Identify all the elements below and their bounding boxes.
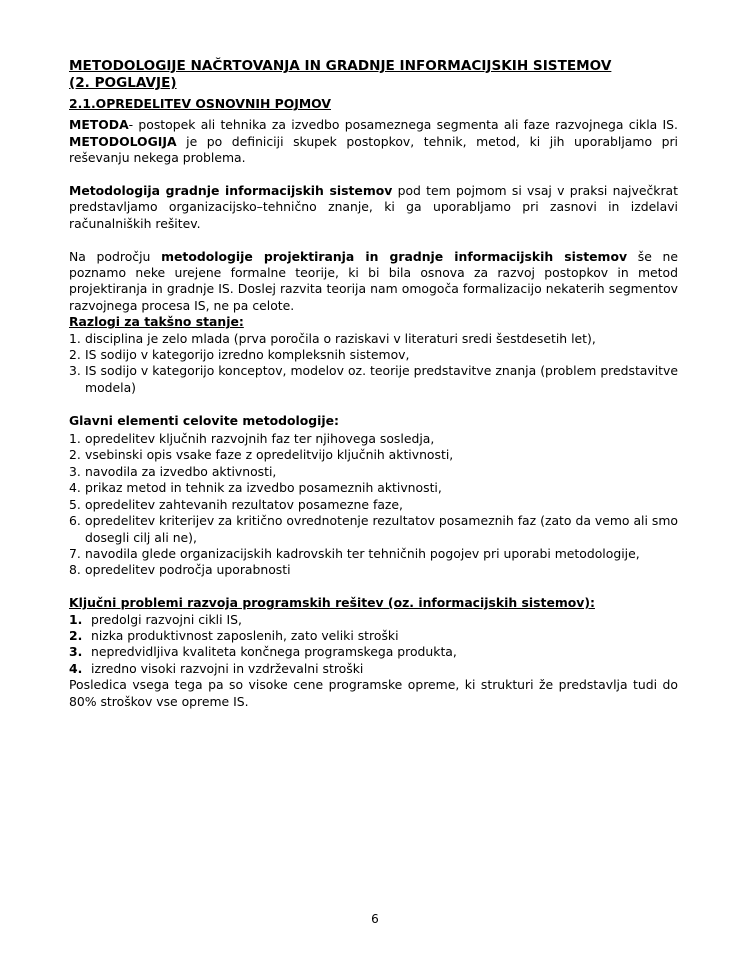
- list-text: disciplina je zelo mlada (prva poročila o raziskavi v literaturi sredi šestdesetih let),: [85, 330, 596, 346]
- list-text: opredelitev ključnih razvojnih faz ter njihovega sosledja,: [85, 431, 435, 447]
- list-text: nizka produktivnost zaposlenih, zato veliki stroški: [91, 627, 399, 643]
- definition-metodologija: je po definiciji skupek postopkov, tehnik, metod, ki jih uporabljamo pri reševanju nekega problema.: [69, 133, 678, 166]
- spacer: [69, 232, 678, 248]
- list-item: [69, 612, 678, 628]
- list-text: predolgi razvojni cikli IS,: [91, 611, 242, 627]
- list-number: 3.: [69, 463, 81, 479]
- term-metodologija: METODOLOGIJA: [69, 133, 177, 149]
- list-number: 2.: [69, 627, 83, 643]
- paragraph-methodology-is: [69, 183, 678, 232]
- list-item: [69, 513, 678, 546]
- list-number: 7.: [69, 545, 81, 561]
- chapter-title-line2: (2. POGLAVJE): [69, 75, 177, 91]
- term-metoda: METODA: [69, 117, 129, 133]
- definition-metoda: - postopek ali tehnika za izvedbo posameznega segmenta ali faze razvojnega cikla IS.: [128, 117, 678, 133]
- list-item: [69, 562, 678, 578]
- list-number: 6.: [69, 513, 81, 529]
- list-number: 1.: [69, 611, 83, 627]
- list-text: opredelitev kriterijev za kritično ovrednotenje rezultatov posameznih faz (zato da vemo ali smo dosegli cilj ali ne),: [85, 513, 678, 545]
- page-number: 6: [371, 912, 379, 926]
- chapter-title: [69, 58, 678, 92]
- chapter-title-line1: METODOLOGIJE NAČRTOVANJA IN GRADNJE INFORMACIJSKIH SISTEMOV: [69, 58, 612, 74]
- paragraph-field-text1: Na področju: [69, 248, 162, 264]
- list-item: [69, 644, 678, 660]
- section-heading: 2.1.OPREDELITEV OSNOVNIH POJMOV: [69, 96, 331, 111]
- list-number: 8.: [69, 562, 81, 578]
- reasons-title: Razlogi za takšno stanje:: [69, 314, 244, 330]
- list-text: opredelitev zahtevanih rezultatov posamezne faze,: [85, 496, 403, 512]
- list-item: [69, 363, 678, 396]
- spacer: [69, 396, 678, 412]
- paragraph-field: [69, 249, 678, 315]
- problems-list: [69, 612, 678, 678]
- elements-list: [69, 431, 678, 579]
- list-number: 5.: [69, 496, 81, 512]
- problems-conclusion: Posledica vsega tega pa so visoke cene programske opreme, ki strukturi že predstavlja tudi do 80% stroškov vse opreme IS.: [69, 677, 678, 709]
- list-number: 3.: [69, 644, 83, 660]
- list-number: 2.: [69, 347, 81, 363]
- list-item: [69, 628, 678, 644]
- list-text: izredno visoki razvojni in vzdrževalni stroški: [91, 660, 364, 676]
- list-item: [69, 431, 678, 447]
- list-number: 3.: [69, 363, 81, 379]
- list-text: IS sodijo v kategorijo izredno kompleksnih sistemov,: [85, 347, 410, 363]
- problems-title: Ključni problemi razvoja programskih rešitev (oz. informacijskih sistemov):: [69, 595, 595, 611]
- paragraph-definitions: [69, 117, 678, 166]
- list-text: vsebinski opis vsake faze z opredelitvijo ključnih aktivnosti,: [85, 447, 454, 463]
- list-number: 1.: [69, 330, 81, 346]
- list-item: [69, 331, 678, 347]
- list-item: [69, 347, 678, 363]
- list-number: 4.: [69, 480, 81, 496]
- list-item: [69, 661, 678, 677]
- list-text: nepredvidljiva kvaliteta končnega programskega produkta,: [91, 644, 457, 660]
- list-number: 2.: [69, 447, 81, 463]
- list-item: [69, 447, 678, 463]
- list-text: prikaz metod in tehnik za izvedbo posameznih aktivnosti,: [85, 480, 442, 496]
- list-item: [69, 480, 678, 496]
- list-item: [69, 464, 678, 480]
- term-field: metodologije projektiranja in gradnje informacijskih sistemov: [161, 248, 628, 264]
- list-text: opredelitev področja uporabnosti: [85, 562, 291, 578]
- elements-title: Glavni elementi celovite metodologije:: [69, 412, 339, 428]
- reasons-list: [69, 331, 678, 397]
- list-text: navodila za izvedbo aktivnosti,: [85, 463, 277, 479]
- spacer: [69, 167, 678, 183]
- document-page: [69, 58, 678, 710]
- list-number: 4.: [69, 660, 83, 676]
- spacer: [69, 579, 678, 595]
- list-number: 1.: [69, 431, 81, 447]
- list-text: navodila glede organizacijskih kadrovskih ter tehničnih pogojev pri uporabi metodologije,: [85, 545, 640, 561]
- list-text: IS sodijo v kategorijo konceptov, modelov oz. teorije predstavitve znanja (problem predstavitve modela): [85, 363, 678, 395]
- paragraph-field-text2: še ne poznamo neke urejene formalne teorije, ki bi bila osnova za razvoj postopkov in metod projektiranja in gradnje IS. Doslej razvita teorija nam omogoča formalizacijo nekaterih segmentov razvojnega procesa IS, ne pa celote.: [69, 248, 679, 313]
- list-item: [69, 497, 678, 513]
- term-methodology-is: Metodologija gradnje informacijskih sistemov: [69, 183, 393, 199]
- paragraph-methodology-is-text: pod tem pojmom si vsaj v praksi največkrat predstavljamo organizacijsko–tehnično znanje, ki ga uporabljamo pri zasnovi in izdelavi računalniških rešitev.: [69, 183, 678, 231]
- list-item: [69, 546, 678, 562]
